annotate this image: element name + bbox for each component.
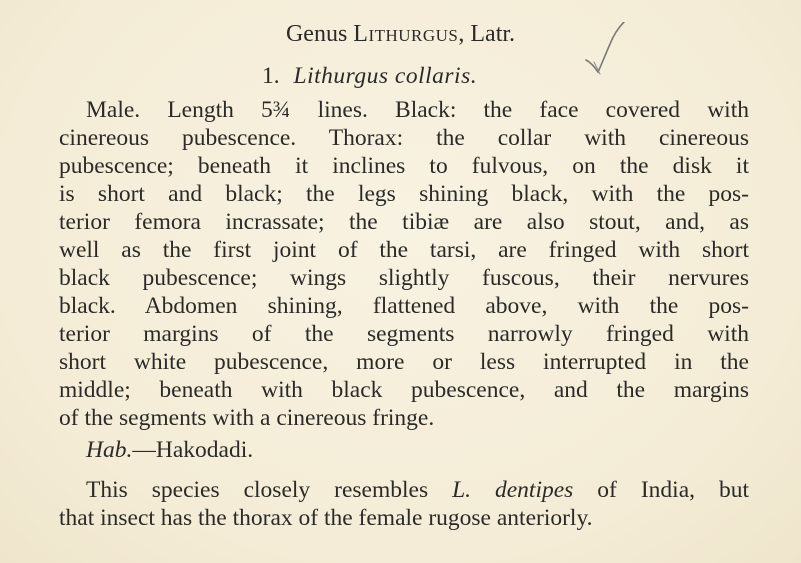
habitat-label: Hab.: [86, 437, 133, 463]
closing-text-a: This species closely resembles: [86, 477, 453, 503]
habitat-text: —Hakodadi.: [132, 437, 254, 463]
handwritten-checkmark-icon: [584, 22, 644, 92]
genus-author: , Latr.: [458, 21, 516, 47]
text-line-3: pubescence; beneath it inclines to fulvous, on the disk it: [59, 153, 749, 179]
genus-heading: [0, 20, 801, 48]
text-line-1: Male. Length 5¾ lines. Black: the face covered with: [86, 97, 749, 123]
text-line-9: terior margins of the segments narrowly fringed with: [59, 321, 749, 347]
genus-name: Lithurgus: [353, 21, 459, 47]
closing-text-b: of India, but: [573, 477, 750, 503]
species-number: 1.: [262, 63, 280, 89]
closing-line-1: [86, 476, 749, 504]
genus-prefix: Genus: [285, 21, 348, 47]
text-line-8: black. Abdomen shining, flattened above, with the pos-: [59, 293, 749, 319]
habitat-line: [86, 436, 253, 464]
species-heading: [262, 62, 477, 90]
text-line-11: middle; beneath with black pubescence, and the margins: [59, 377, 749, 403]
closing-line-2: that insect has the thorax of the female rugose anteriorly.: [59, 505, 593, 531]
species-name: Lithurgus collaris.: [293, 63, 478, 89]
text-line-6: well as the first joint of the tarsi, are fringed with short: [59, 237, 749, 263]
text-line-7: black pubescence; wings slightly fuscous, their nervures: [59, 265, 749, 291]
text-line-2: cinereous pubescence. Thorax: the collar with cinereous: [59, 125, 749, 151]
closing-species: L. dentipes: [452, 477, 574, 503]
text-line-5: terior femora incrassate; the tibiæ are also stout, and, as: [59, 209, 749, 235]
text-line-4: is short and black; the legs shining black, with the pos-: [59, 181, 749, 207]
text-line-10: short white pubescence, more or less interrupted in the: [59, 349, 749, 375]
text-line-12: of the segments with a cinereous fringe.: [59, 405, 435, 431]
